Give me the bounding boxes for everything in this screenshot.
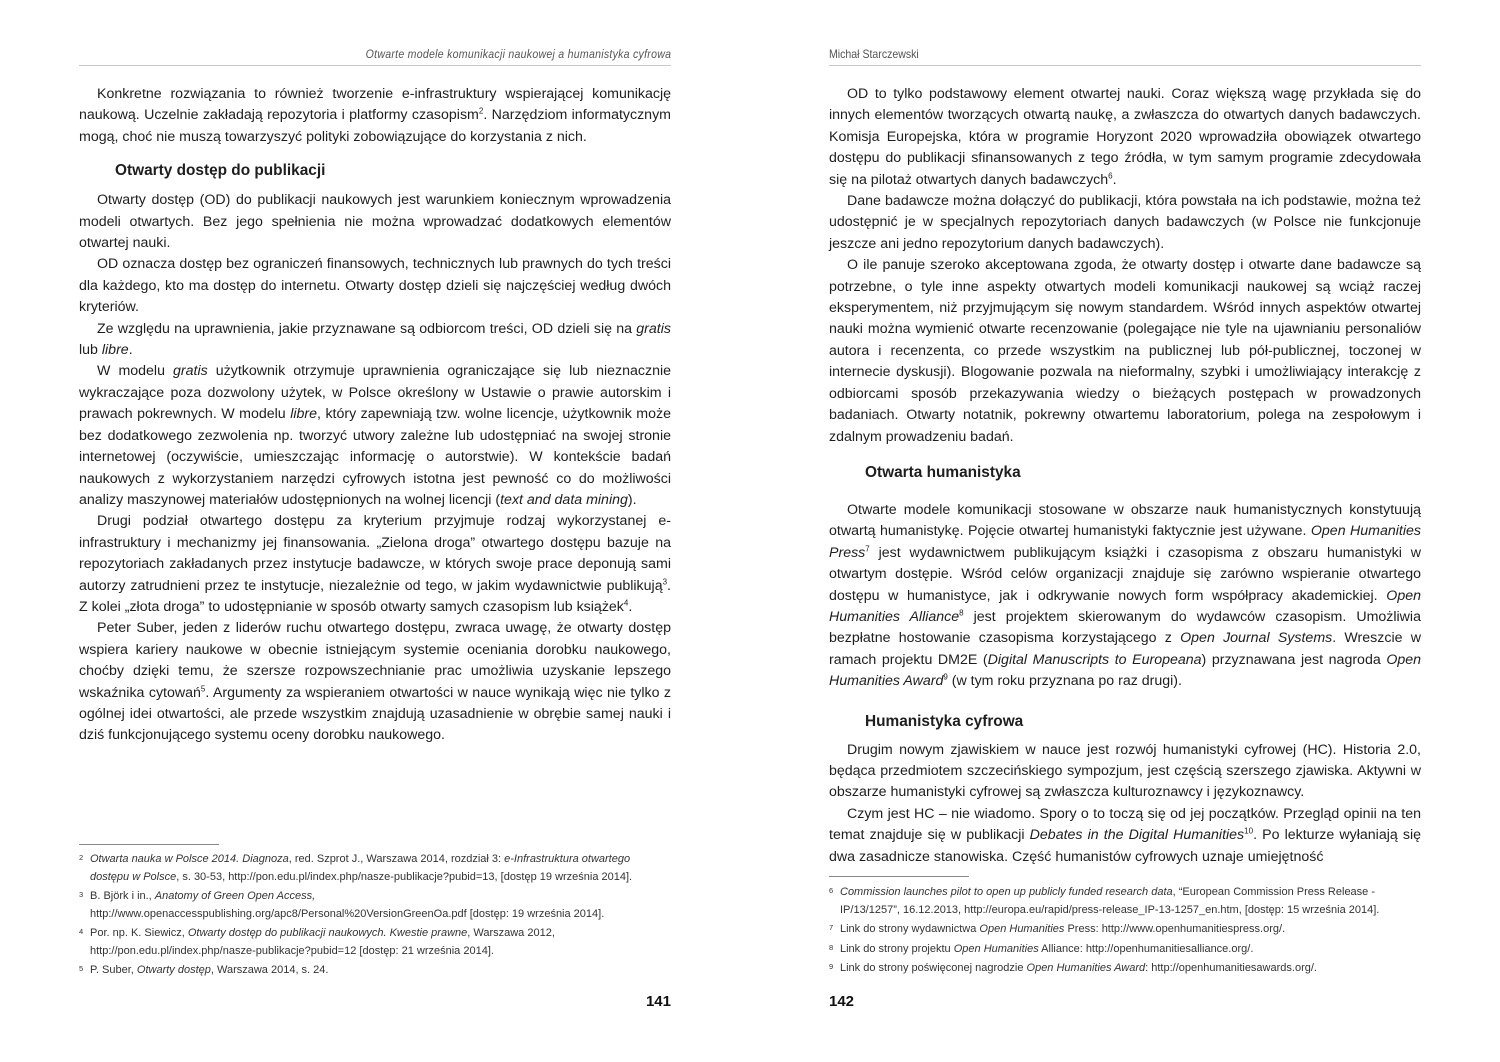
paragraph: OD oznacza dostęp bez ograniczeń finansowych, technicznych lub prawnych do tych treści dla każdego, kto ma dostęp do internetu. Otwarty dostęp dzieli się najczęściej według dwóch kryteriów. [79,256,671,316]
left-footnotes [79,851,671,980]
footnote-9: 9 Link do strony poświęconej nagrodzie Open Humanities Award: http://openhumanitiesawards.org/. [829,962,1317,974]
section-heading-digital-humanities: Humanistyka cyfrowa [865,712,1024,730]
footnote-ref[interactable]: 4 [623,598,629,608]
paragraph: Otwarte modele komunikacji stosowane w obszarze nauk humanistycznych konstytuują otwartą humanistykę. Pojęcie otwartej humanistyki faktycznie jest używane. Open Humanities Press$^7$ jest wydawnictwem publikującym książki i czasopisma z obszaru humanistyki w otwartym dostępie. Wśród celów organizacji znajduje się zarówno wspieranie otwartego dostępu w humanistyce, jak i odkrywanie nowych form współpracy akademickiej. Open Humanities Alliance$^8$ jest projektem skierowanym do wydawców czasopism. Umożliwia bezpłatne hostowanie czasopisma korzystającego z Open Journal Systems. Wreszcie w ramach projektu DM2E (Digital Manuscripts to Europeana) przyznawana jest nagroda Open Humanities Award$^9$ (w tym roku przyznana po raz drugi). [829,501,1422,690]
paragraph: Peter Suber, jeden z liderów ruchu otwartego dostępu, zwraca uwagę, że otwarty dostęp wspiera kariery naukowe w obecnie istniejącym systemie oceniania dorobku naukowego, choćby dzięki temu, że szersze rozpowszechnianie prac umożliwia uzyskanie lepszego wskaźnika cytowań$^5$. Argumenty za wspieraniem otwartości w nauce wynikają więc nie tylko z ogólnej idei otwartości, ale przede wszystkim znajdują uzasadnienie w obrębie samej nauki i dziś funkcjonującego systemu oceny dorobku naukowego. [79,620,671,744]
paragraph: Konkretne rozwiązania to również tworzenie e-infrastruktury wspierającej komunikację naukową. Uczelnie zakładają repozytoria i platformy czasopism$^2$. Narzędziom informatycznym mogą, choć nie muszą towarzyszyć polityki zobowiązujące do korzystania z nich. [79,86,671,145]
footnote-divider [79,844,219,845]
paragraph: Drugim nowym zjawiskiem w nauce jest rozwój humanistyki cyfrowej (HC). Historia 2.0, będąca przedmiotem szczecińskiego sympozjum, jest częścią szerszego zjawiska. Aktywni w obszarze humanistyki cyfrowej są zwłaszcza kulturoznawcy i językoznawcy. [829,741,1421,801]
paragraph: OD to tylko podstawowy element otwartej nauki. Coraz większą wagę przykłada się do innych elementów tworzących otwartą naukę, a zwłaszcza do otwartych danych badawczych. Komisja Europejska, która w programie Horyzont 2020 wprowadziła obowiązek otwartego dostępu do publikacji sfinansowanych z tego źródła, w tym samym programie zdecydowała się na pilotaż otwartych danych badawczych$^6$. [829,86,1421,188]
footnote-3: 3 B. Björk i in., Anatomy of Green Open Access, http://www.openaccesspublishing.org/apc8/Personal%20VersionGreenOa.pdf [dostęp: 19 września 2014]. [79,890,605,920]
footnote-ref[interactable]: 2 [478,106,484,116]
paragraph: Czym jest HC – nie wiadomo. Spory o to toczą się od jej początków. Przegląd opinii na ten temat znajduje się w publikacji Debates in the Digital Humanities$^{10}$. Po lekturze wyłaniają się dwa zasadnicze stanowiska. Część humanistów cyfrowych uznaje umiejętność [829,805,1422,865]
footnote-4: 4 Por. np. K. Siewicz, Otwarty dostęp do publikacji naukowych. Kwestie prawne, Warszawa 2012, http://pon.edu.pl/index.php/nasze-publikacje?pubid=12 [dostęp: 21 września 2014]. [79,927,555,957]
paragraph: Drugi podział otwartego dostępu za kryterium przyjmuje rodzaj wykorzystanej e-infrastruktury i mechanizmy jej finansowania. „Zielona droga” otwartego dostępu bazuje na repozytoriach zakładanych przez instytucje badawcze, w których swoje prace deponują sami autorzy zatrudnieni przez te instytucje, niezależnie od tego, w jakim wydawnictwie publikują$^3$. Z kolei „złota droga” to udostępnianie w sposób otwarty samych czasopism lub książek$^4$. [79,513,671,615]
footnote-5: 5 P. Suber, Otwarty dostęp, Warszawa 2014, s. 24. [79,964,329,976]
footnote-ref[interactable]: 7 [865,543,870,553]
footnote-ref[interactable]: 5 [200,683,206,693]
footnote-2: 2 Otwarta nauka w Polsce 2014. Diagnoza, red. Szprot J., Warszawa 2014, rozdział 3: e-Infrastruktura otwartego dostępu w Polsce, s. 30-53, http://pon.edu.pl/index.php/nasze-publikacje?pubid=13, [dostęp 19 września 2014]. [79,853,633,883]
section-heading-open-access: Otwarty dostęp do publikacji [115,162,326,180]
paragraph: Ze względu na uprawnienia, jakie przyznawane są odbiorcom treści, OD dzieli się na gratis lub libre. [79,320,671,359]
left-body-text [79,84,671,747]
paragraph: O ile panuje szeroko akceptowana zgoda, że otwarty dostęp i otwarte dane badawcze są potrzebne, o tyle inne aspekty otwartych modeli komunikacji naukowej są wciąż raczej eksperymentem, niż przyjmującym się nowym standardem. Wśród innych aspektów otwartej nauki można wymienić otwarte recenzowanie (polegające nie tyle na ujawnianiu personaliów autora i recenzenta, co przede wszystkim na publicznej lub pół-publicznej, toczonej w internecie dyskusji). Blogowanie pozwala na nieformalny, szybki i umożliwiający interakcję z odbiorcami sposób przekazywania wiedzy o bieżących postępach w prowadzonych badaniach. Otwarty notatnik, pokrewny otwartemu laboratorium, polega na zespołowym i zdalnym prowadzeniu badań. [829,257,1421,445]
page-number-right: 142 [829,993,855,1010]
paragraph: Dane badawcze można dołączyć do publikacji, która powstała na ich podstawie, można też udostępnić je w specjalnych repozytoriach danych badawczych (w Polsce nie funkcjonuje jeszcze ani jedno repozytorium danych badawczych). [829,193,1421,252]
footnote-ref[interactable]: 10 [1244,826,1254,836]
right-footnotes [829,884,1421,978]
footnote-7: 7 Link do strony wydawnictwa Open Humanities Press: http://www.openhumanitiespress.org/. [829,923,1286,935]
footnote-ref[interactable]: 6 [1108,170,1113,180]
paragraph: Otwarty dostęp (OD) do publikacji naukowych jest warunkiem koniecznym wprowadzenia modeli otwartych. Bez jego spełnienia nie można wprowadzać dodatkowych elementów otwartej nauki. [79,192,671,252]
right-page [829,0,1421,1062]
footnote-ref[interactable]: 8 [959,608,964,618]
footnote-8: 8 Link do strony projektu Open Humanities Alliance: http://openhumanitiesalliance.org/. [829,942,1254,955]
footnote-6: 6 Commission launches pilot to open up publicly funded research data, “European Commission Press Release - IP/13/1257”, 16.12.2013, http://europa.eu/rapid/press-release_IP-13-1257_en.htm, [dostęp: 15 września 2014]. [829,886,1380,916]
paragraph: W modelu gratis użytkownik otrzymuje uprawnienia ograniczające się lub nieznacznie wykraczające poza dozwolony użytek, w Polsce określony w Ustawie o prawie autorskim i prawach pokrewnych. W modelu libre, który zapewniają tzw. wolne licencje, użytkownik może bez dodatkowego zezwolenia np. tworzyć utwory zależne lub udostępniać na swojej stronie internetowej (oczywiście, umieszczając informację o autorstwie). W kontekście badań naukowych z wykorzystaniem narzędzi cyfrowych istotna jest pewność co do możliwości analizy maszynowej materiałów udostępnionych na wolnej licencji (text and data mining). [79,363,671,508]
left-page [79,0,671,1062]
right-body-text [829,84,1421,868]
running-head-left: Otwarte modele komunikacji naukowej a humanistyka cyfrowa [79,47,671,66]
footnote-divider [829,876,969,877]
footnote-ref[interactable]: 9 [943,672,948,682]
section-heading-open-humanities: Otwarta humanistyka [865,463,1021,481]
running-head-right: Michał Starczewski [829,47,1421,66]
footnote-ref[interactable]: 3 [662,576,668,586]
page-number-left: 141 [645,993,671,1010]
